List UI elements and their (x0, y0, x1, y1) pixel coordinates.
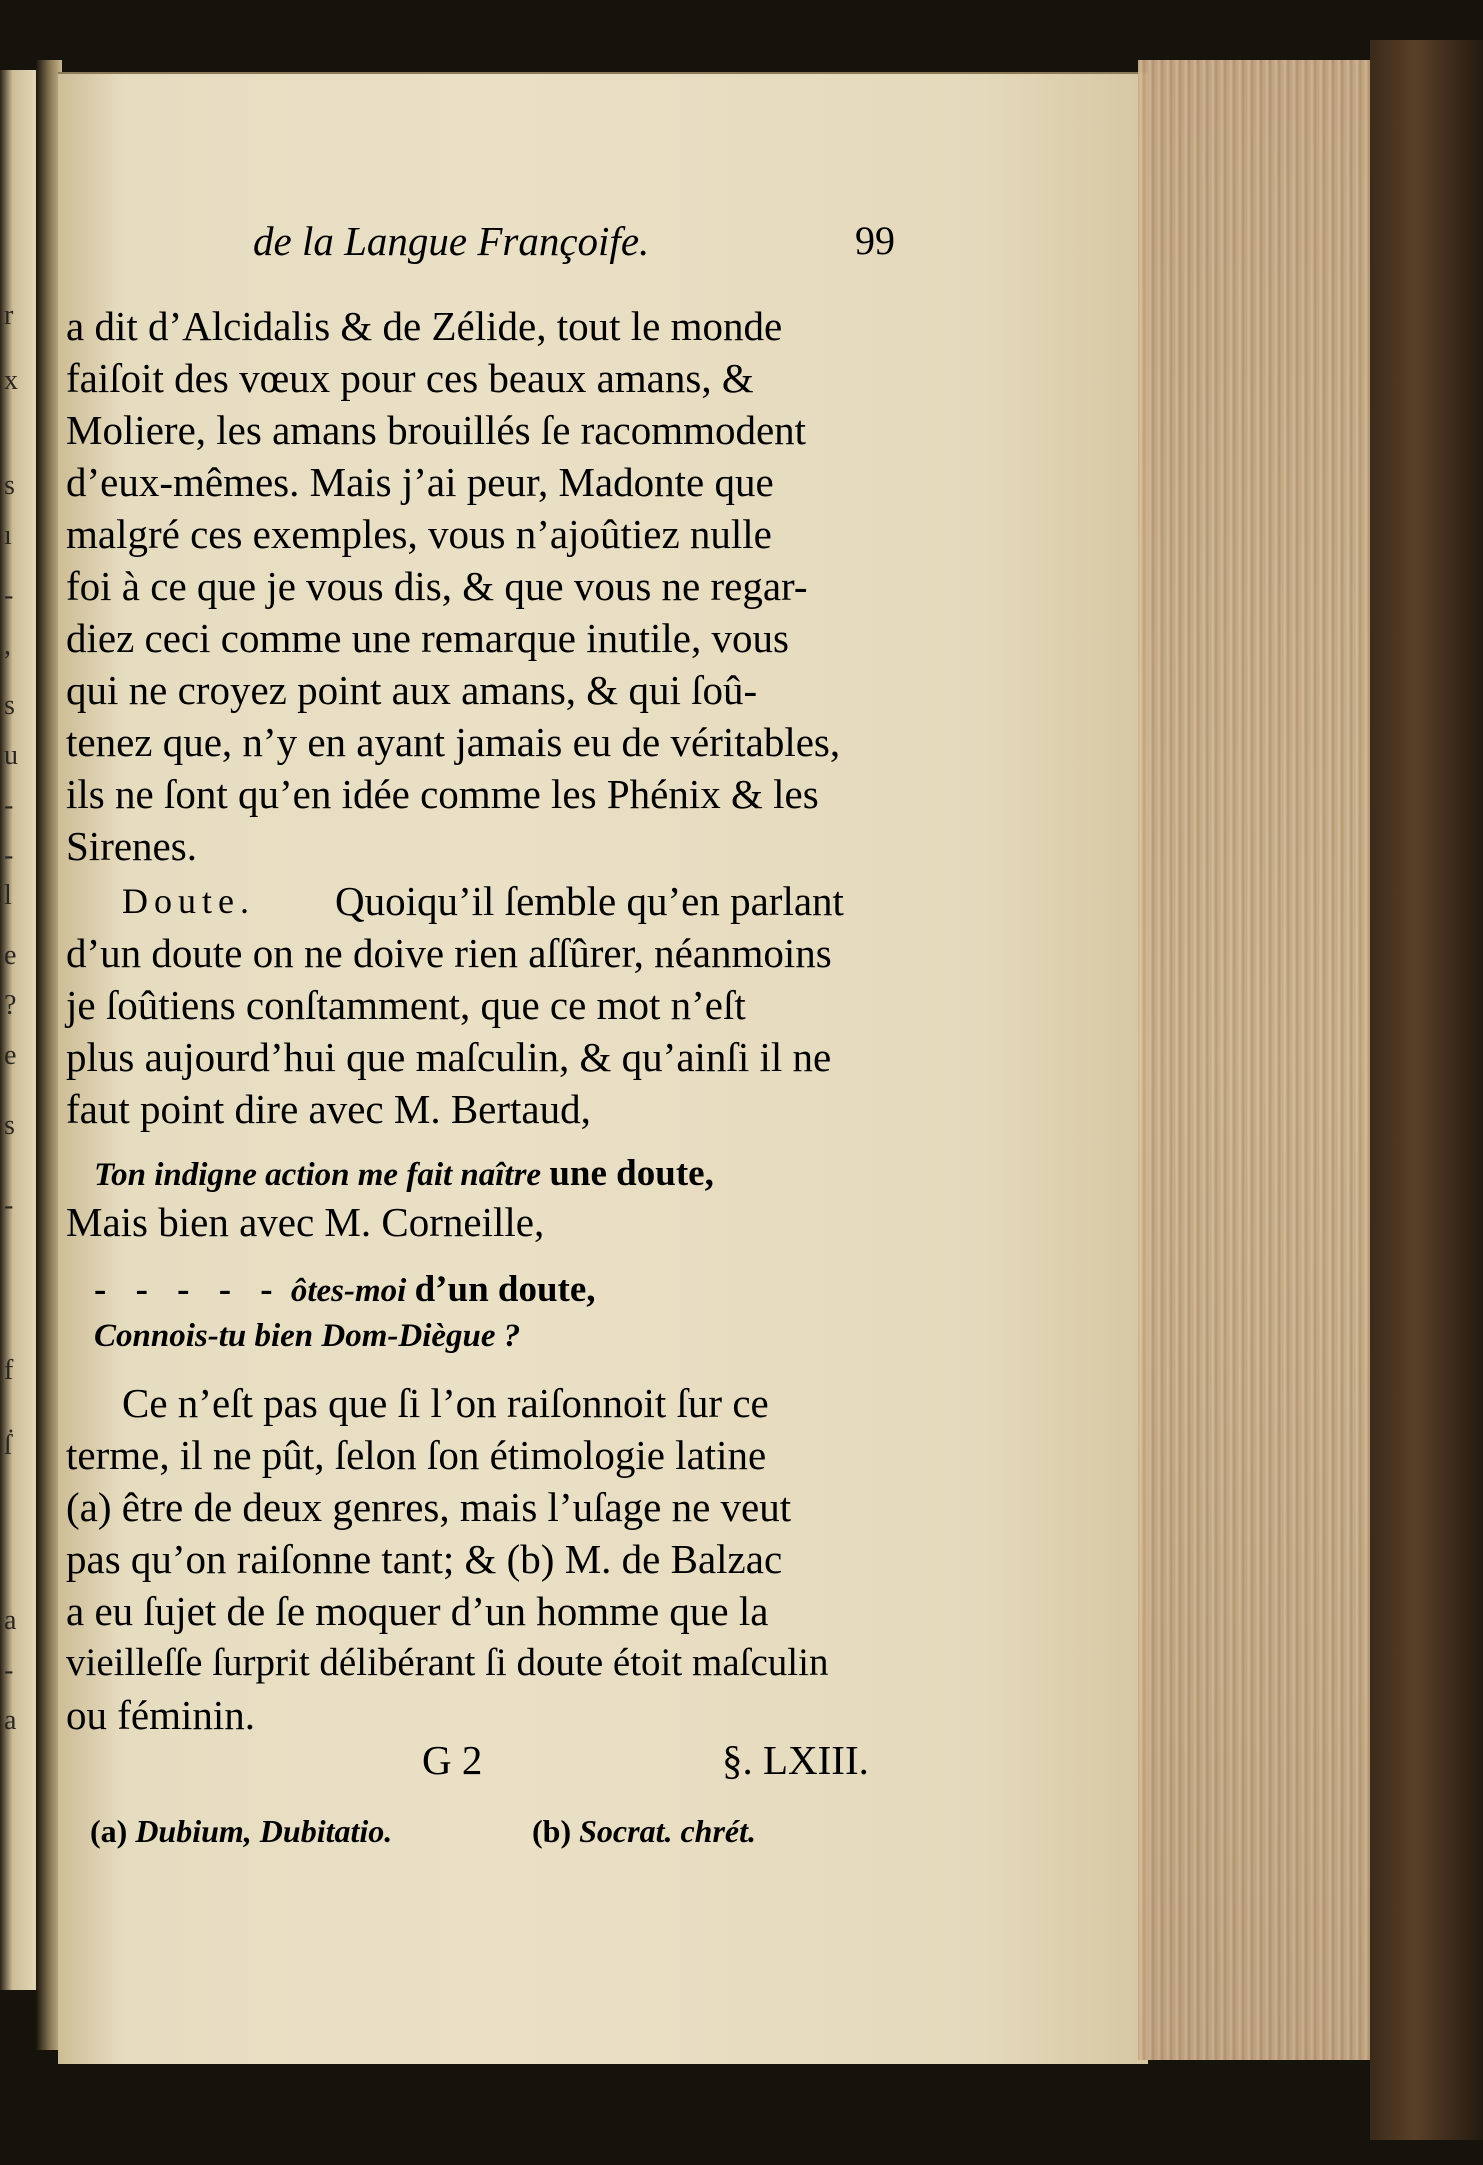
facing-page-fragment: ? (4, 990, 17, 1021)
entry-heading: Doute. (122, 881, 255, 921)
text-line: Ce n’eſt pas que ſi l’on raiſonnoit ſur ce (122, 1380, 769, 1426)
footnote-text: Dubium, Dubitatio. (135, 1813, 393, 1849)
facing-page-fragment: s (4, 470, 15, 501)
facing-page-fragment: r (4, 300, 14, 331)
text-line: Mais bien avec M. Corneille, (66, 1199, 545, 1245)
book-cover (1370, 40, 1483, 2140)
text-line: terme, il ne pût, ſelon ſon étimologie latine (66, 1432, 767, 1478)
facing-page-fragment: s (4, 690, 15, 721)
verse-roman: une doute, (549, 1153, 714, 1194)
signature-mark: G 2 (422, 1737, 483, 1783)
footnote-b (532, 1805, 756, 1857)
facing-page-fragment: - (4, 1190, 14, 1221)
text-line: a eu ſujet de ſe moquer d’un homme que la (66, 1588, 769, 1634)
verse-italic: ôtes-moi (290, 1273, 407, 1309)
text-line: d’eux-mêmes. Mais j’ai peur, Madonte que (66, 459, 774, 505)
facing-page-fragment: - (4, 580, 14, 611)
text-line: Sirenes. (66, 823, 197, 869)
text-line: foi à ce que je vous dis, & que vous ne regar- (66, 563, 808, 609)
footnote-mark: (a) (90, 1813, 128, 1849)
text-line: Quoiqu’il ſemble qu’en parlant (335, 878, 844, 924)
facing-page-fragment: f (4, 1355, 14, 1386)
facing-page-fragment: l (4, 880, 12, 911)
text-line: a dit d’Alcidalis & de Zélide, tout le monde (66, 303, 783, 349)
facing-page-fragment: ẛ (4, 1430, 12, 1461)
verse-italic: Ton indigne action me fait naître (94, 1157, 542, 1193)
ellipsis-dashes: - - - - - (94, 1269, 283, 1310)
footnote-a (90, 1805, 392, 1857)
facing-page-fragment: u (4, 740, 18, 771)
facing-page-fragment: e (4, 1040, 17, 1071)
text-line: vieilleſſe ſurprit délibérant ſi doute étoit maſculin (66, 1641, 829, 1684)
facing-page-fragment: - (4, 840, 14, 871)
catchword: §. LXIII. (722, 1737, 869, 1783)
facing-page-fragment: a (4, 1705, 17, 1736)
text-line: tenez que, n’y en ayant jamais eu de véritables, (66, 719, 841, 765)
text-line: ils ne ſont qu’en idée comme les Phénix & les (66, 771, 819, 817)
text-line: malgré ces exemples, vous n’ajoûtiez nulle (66, 511, 772, 557)
facing-page-fragment: s (4, 1110, 15, 1141)
facing-page-fragment: - (4, 790, 14, 821)
facing-page-edge (0, 70, 36, 1990)
text-line: Moliere, les amans brouillés ſe racommodent (66, 407, 807, 453)
text-line: diez ceci comme une remarque inutile, vous (66, 615, 789, 661)
facing-page-fragment: x (4, 365, 18, 396)
facing-page-fragment: ı (4, 520, 12, 551)
text-line: plus aujourd’hui que maſculin, & qu’ainſi il ne (66, 1034, 832, 1080)
verse-roman: d’un doute, (414, 1269, 596, 1310)
text-line: faiſoit des vœux pour ces beaux amans, & (66, 355, 754, 401)
footnote-text: Socrat. chrét. (579, 1813, 756, 1849)
text-line: pas qu’on raiſonne tant; & (b) M. de Balzac (66, 1536, 783, 1582)
facing-page-fragment: - (4, 1655, 14, 1686)
text-line: ou féminin. (66, 1692, 256, 1738)
text-line: faut point dire avec M. Bertaud, (66, 1086, 591, 1132)
facing-page-fragment: a (4, 1605, 17, 1636)
facing-page-fragment: e (4, 940, 17, 971)
text-line: (a) être de deux genres, mais l’uſage ne veut (66, 1484, 792, 1530)
text-line: je ſoûtiens conſtamment, que ce mot n’eſt (66, 982, 746, 1028)
text-line: qui ne croyez point aux amans, & qui ſoû- (66, 667, 758, 713)
page-block-edges (1138, 60, 1378, 2060)
verse-line: Connois-tu bien Dom-Diègue ? (94, 1318, 521, 1354)
verse-line (94, 1148, 714, 1201)
footnote-mark: (b) (532, 1813, 572, 1849)
running-title: de la Langue Françoife. (253, 218, 650, 264)
facing-page-fragment: , (4, 630, 11, 661)
text-line: d’un doute on ne doive rien aſſûrer, néanmoins (66, 930, 832, 976)
page-number: 99 (855, 218, 895, 263)
